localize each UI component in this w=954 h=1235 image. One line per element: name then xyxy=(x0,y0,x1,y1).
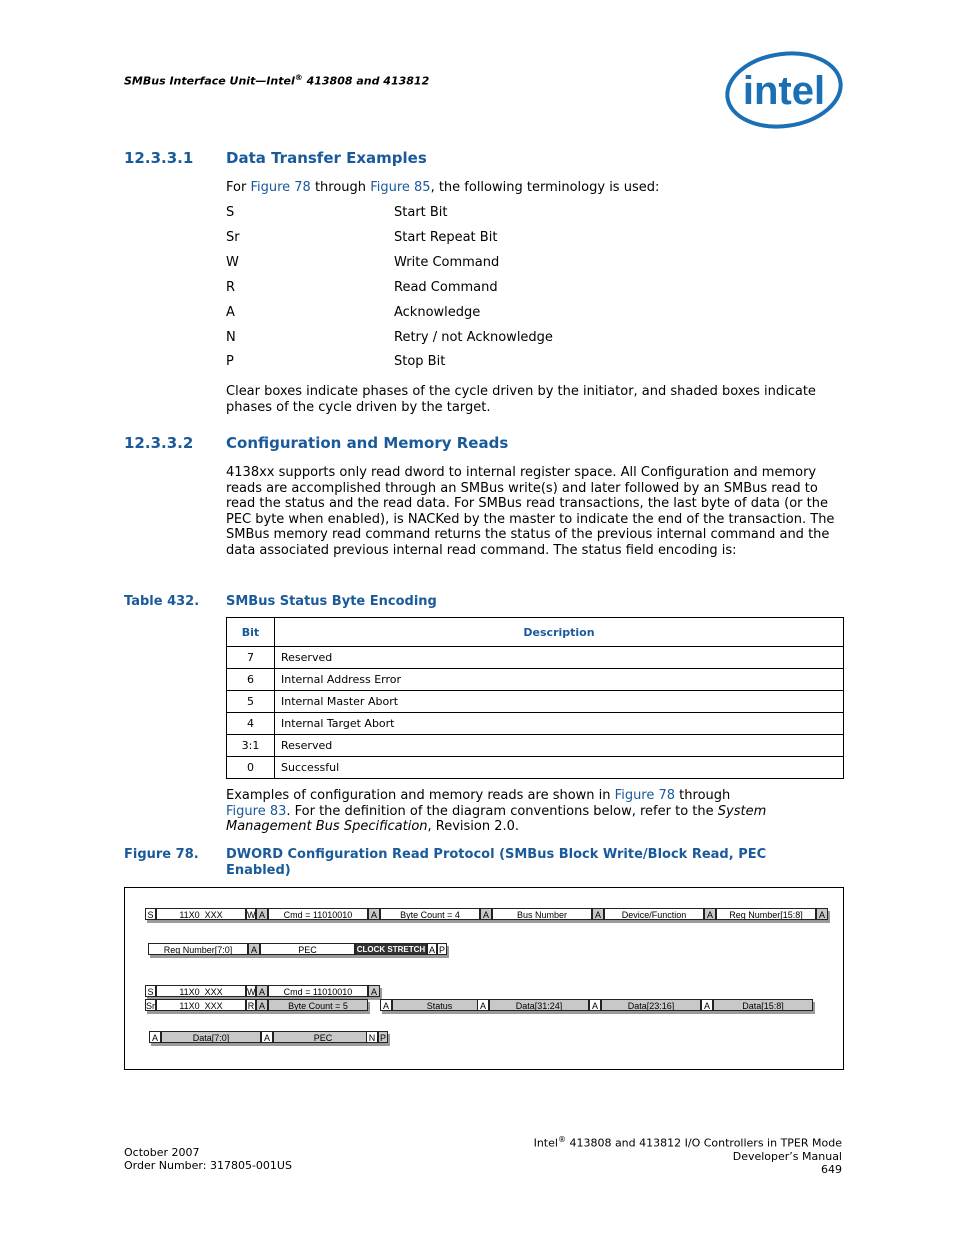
term: W xyxy=(226,255,239,270)
term-definition: Read Command xyxy=(394,280,498,295)
footer-manual: Developer’s Manual xyxy=(732,1149,842,1163)
description-cell: Successful xyxy=(275,757,844,779)
table-row xyxy=(227,735,844,757)
protocol-field: A xyxy=(704,908,716,920)
protocol-field: A xyxy=(368,985,380,997)
figure-link[interactable]: Figure 78 xyxy=(250,180,311,195)
term: S xyxy=(226,205,235,220)
protocol-field: R xyxy=(247,1001,255,1011)
protocol-field: Reg Number[7:0] xyxy=(148,943,248,955)
protocol-field: A xyxy=(589,999,601,1011)
protocol-field: PEC xyxy=(260,943,355,955)
examples-text: Examples of configuration and memory reads are shown in xyxy=(226,788,615,803)
term-definition: Write Command xyxy=(394,255,500,270)
footer-right xyxy=(534,1133,842,1176)
protocol-field: 11X0_XXX xyxy=(156,985,246,997)
table-row xyxy=(227,691,844,713)
clear-boxes-paragraph: Clear boxes indicate phases of the cycle driven by the initiator, and shaded boxes indicate phases of the cycle driven by the target. xyxy=(226,384,816,415)
protocol-field: 11X0_XXX xyxy=(156,999,246,1011)
protocol-field: A xyxy=(256,908,268,920)
protocol-field: Byte Count = 5 xyxy=(268,999,368,1011)
protocol-field: A xyxy=(480,908,492,920)
table-row xyxy=(227,713,844,735)
term-definition: Start Repeat Bit xyxy=(394,230,498,245)
examples-text: , Revision 2.0. xyxy=(427,819,520,835)
protocol-field: Data[7:0] xyxy=(161,1031,261,1043)
examples-text: . For the definition of the diagram conventions below, refer to the xyxy=(286,803,718,819)
description-cell: Reserved xyxy=(275,735,844,757)
protocol-field: A xyxy=(149,1031,161,1043)
figure-number: Figure 78. xyxy=(124,847,199,862)
protocol-field: 11X0_XXX xyxy=(156,908,246,920)
section-number: 12.3.3.2 xyxy=(124,434,194,452)
column-header-bit: Bit xyxy=(227,618,275,647)
bit-cell: 6 xyxy=(227,669,275,691)
term: N xyxy=(226,330,236,345)
footer-order-number: Order Number: 317805-001US xyxy=(124,1159,292,1172)
footer-title xyxy=(534,1133,842,1150)
examples-text: through xyxy=(675,788,731,803)
protocol-field: A xyxy=(248,943,260,955)
protocol-field: Device/Function xyxy=(604,908,704,920)
protocol-field: A xyxy=(256,985,268,997)
protocol-field: Sr xyxy=(146,1001,155,1011)
protocol-field: S xyxy=(145,985,156,997)
protocol-field: W xyxy=(247,910,256,920)
term: R xyxy=(226,280,236,295)
header-text-2: 413808 and 413812 xyxy=(302,74,430,88)
intro-paragraph xyxy=(226,180,659,196)
page-number: 649 xyxy=(821,1162,842,1176)
table-number: Table 432. xyxy=(124,594,200,609)
table-row xyxy=(227,669,844,691)
protocol-field: P xyxy=(379,1033,386,1043)
protocol-field: Reg Number[15:8] xyxy=(716,908,816,920)
protocol-field: Data[31:24] xyxy=(489,999,589,1011)
protocol-field: W xyxy=(247,987,256,997)
intel-logo xyxy=(724,50,844,130)
protocol-field: CLOCK STRETCH xyxy=(356,945,426,954)
protocol-field: Byte Count = 4 xyxy=(380,908,480,920)
description-cell: Reserved xyxy=(275,647,844,669)
figure-link[interactable]: Figure 78 xyxy=(614,788,676,803)
svg-text:intel: intel xyxy=(742,69,826,113)
section-title: Data Transfer Examples xyxy=(226,149,427,167)
term-definition: Acknowledge xyxy=(394,305,481,320)
bit-cell: 0 xyxy=(227,757,275,779)
spec-title: System Management Bus Specification xyxy=(226,803,767,835)
bit-cell: 4 xyxy=(227,713,275,735)
protocol-field: Status xyxy=(392,999,487,1011)
protocol-field: A xyxy=(592,908,604,920)
running-header xyxy=(124,73,429,88)
protocol-field: A xyxy=(701,999,713,1011)
table-title: SMBus Status Byte Encoding xyxy=(226,594,437,609)
bit-cell: 5 xyxy=(227,691,275,713)
protocol-field: Cmd = 11010010 xyxy=(268,908,368,920)
protocol-field: A xyxy=(368,908,380,920)
protocol-field: Data[23:16] xyxy=(601,999,701,1011)
protocol-field: Data[15:8] xyxy=(713,999,813,1011)
description-cell: Internal Address Error xyxy=(275,669,844,691)
protocol-field: S xyxy=(145,908,156,920)
protocol-field: A xyxy=(816,908,828,920)
figure-link[interactable]: Figure 85 xyxy=(370,180,431,195)
table-row xyxy=(227,647,844,669)
protocol-field: PEC xyxy=(273,1031,373,1043)
footer-left xyxy=(124,1146,292,1172)
table-row xyxy=(227,757,844,779)
protocol-field: Bus Number xyxy=(492,908,592,920)
footer-reg-mark: ® xyxy=(557,1135,566,1144)
intro-text: through xyxy=(310,180,371,195)
examples-paragraph xyxy=(226,788,840,835)
status-encoding-table xyxy=(226,617,844,779)
section-number: 12.3.3.1 xyxy=(124,149,194,167)
term: A xyxy=(226,305,235,320)
column-header-description: Description xyxy=(275,618,844,647)
footer-title-text: Intel xyxy=(533,1136,558,1150)
bit-cell: 3:1 xyxy=(227,735,275,757)
intro-text: For xyxy=(226,180,251,195)
figure-box xyxy=(124,887,844,1070)
protocol-field: A xyxy=(477,999,489,1011)
description-cell: Internal Target Abort xyxy=(275,713,844,735)
term-definition: Start Bit xyxy=(394,205,448,220)
protocol-field: P xyxy=(438,945,445,955)
term-definition: Stop Bit xyxy=(394,354,446,369)
bit-cell: 7 xyxy=(227,647,275,669)
config-reads-paragraph: 4138xx supports only read dword to internal register space. All Configuration and memory reads are accomplished through an SMBus write(s) and later followed by an SMBus read to read the status and the read data. For SMBus read transactions, the last byte of data (or the PEC byte when enabled), is NACKed by the master to indicate the end of the transaction. The SMBus memory read command returns the status of the previous internal command and the data associated previous internal read command. The status field encoding is: xyxy=(226,465,835,558)
intro-text: , the following terminology is used: xyxy=(430,180,660,195)
figure-title: DWORD Configuration Read Protocol (SMBus Block Write/Block Read, PEC Enabled) xyxy=(226,847,767,878)
header-text: SMBus Interface Unit—Intel xyxy=(124,74,295,88)
header-reg-mark: ® xyxy=(294,73,303,82)
figure-link[interactable]: Figure 83 xyxy=(226,803,287,819)
protocol-field: A xyxy=(261,1031,273,1043)
footer-date: October 2007 xyxy=(124,1146,200,1159)
section-title: Configuration and Memory Reads xyxy=(226,434,509,452)
protocol-field: A xyxy=(380,999,392,1011)
description-cell: Internal Master Abort xyxy=(275,691,844,713)
term: P xyxy=(226,354,234,369)
footer-title-text: 413808 and 413812 I/O Controllers in TPER Mode xyxy=(565,1136,842,1150)
protocol-field: A xyxy=(256,999,268,1011)
term-definition: Retry / not Acknowledge xyxy=(394,330,553,345)
protocol-field: A xyxy=(428,945,435,955)
protocol-field: N xyxy=(366,1031,378,1043)
protocol-field: Cmd = 11010010 xyxy=(268,985,368,997)
table-header-row xyxy=(227,618,844,647)
term: Sr xyxy=(226,230,240,245)
